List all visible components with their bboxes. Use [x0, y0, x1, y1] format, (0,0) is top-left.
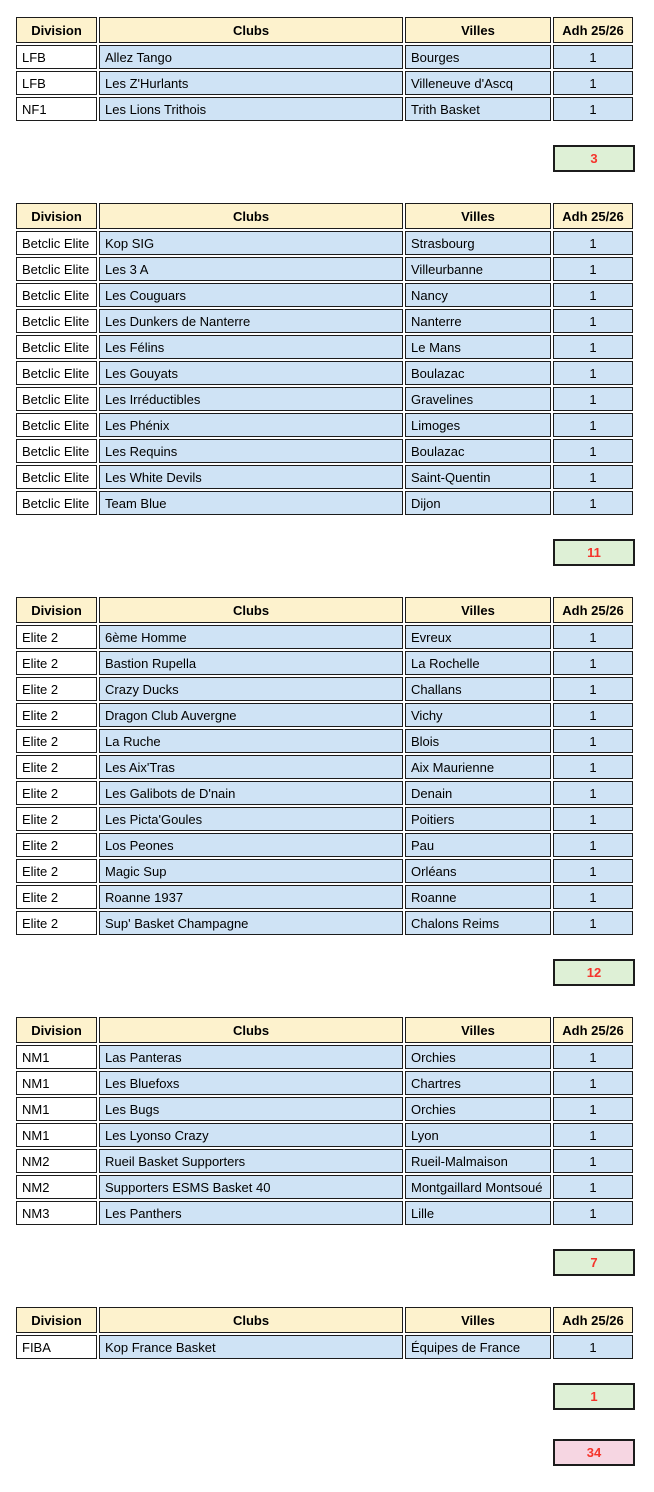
ville-cell: Poitiers	[405, 807, 551, 831]
table-row	[16, 807, 633, 831]
table-row	[16, 1175, 633, 1199]
ville-cell: Bourges	[405, 45, 551, 69]
ville-cell: Roanne	[405, 885, 551, 909]
subtotal-box	[553, 145, 635, 172]
column-header-ville-cell: Villes	[405, 597, 551, 623]
ville-cell: Villeneuve d'Ascq	[405, 71, 551, 95]
club-cell: Crazy Ducks	[99, 677, 403, 701]
subtotal-box	[553, 959, 635, 986]
club-cell: Supporters ESMS Basket 40	[99, 1175, 403, 1199]
table-row	[16, 45, 633, 69]
club-cell: Les Couguars	[99, 283, 403, 307]
adh-cell: 1	[553, 885, 633, 909]
division-cell: Elite 2	[16, 625, 97, 649]
division-cell: Betclic Elite	[16, 387, 97, 411]
column-header-division-cell: Division	[16, 203, 97, 229]
table-row	[16, 1149, 633, 1173]
adh-cell: 1	[553, 309, 633, 333]
club-cell: 6ème Homme	[99, 625, 403, 649]
division-table-lfb-nf1	[14, 15, 635, 123]
table-row	[16, 651, 633, 675]
club-cell: Team Blue	[99, 491, 403, 515]
adh-cell: 1	[553, 97, 633, 121]
ville-cell: Chalons Reims	[405, 911, 551, 935]
table-row	[16, 781, 633, 805]
column-header-ville-cell: Villes	[405, 203, 551, 229]
adh-cell: 1	[553, 45, 633, 69]
table-row	[16, 755, 633, 779]
ville-cell: Le Mans	[405, 335, 551, 359]
club-cell: Kop SIG	[99, 231, 403, 255]
adh-cell: 1	[553, 625, 633, 649]
division-cell: Betclic Elite	[16, 491, 97, 515]
ville-cell: Limoges	[405, 413, 551, 437]
column-header-division-cell: Division	[16, 1307, 97, 1333]
division-cell: NM3	[16, 1201, 97, 1225]
table-row	[16, 309, 633, 333]
division-cell: Elite 2	[16, 885, 97, 909]
division-cell: NM2	[16, 1175, 97, 1199]
column-header-adh-cell: Adh 25/26	[553, 17, 633, 43]
division-cell: Betclic Elite	[16, 231, 97, 255]
club-cell: Les Gouyats	[99, 361, 403, 385]
division-cell: Elite 2	[16, 911, 97, 935]
club-cell: Les Lions Trithois	[99, 97, 403, 121]
ville-cell: Aix Maurienne	[405, 755, 551, 779]
table-row	[16, 335, 633, 359]
column-header-ville-cell: Villes	[405, 1017, 551, 1043]
table-row	[16, 833, 633, 857]
column-header-club-cell: Clubs	[99, 1307, 403, 1333]
division-cell: Betclic Elite	[16, 413, 97, 437]
header-row	[16, 1017, 633, 1043]
ville-cell: Saint-Quentin	[405, 465, 551, 489]
ville-cell: Boulazac	[405, 361, 551, 385]
club-cell: Les Lyonso Crazy	[99, 1123, 403, 1147]
table-row	[16, 859, 633, 883]
subtotal-box	[553, 1383, 635, 1410]
ville-cell: Denain	[405, 781, 551, 805]
club-cell: Bastion Rupella	[99, 651, 403, 675]
column-header-club-cell: Clubs	[99, 17, 403, 43]
subtotal-value: 7	[590, 1255, 598, 1270]
table-row	[16, 413, 633, 437]
club-cell: Les Irréductibles	[99, 387, 403, 411]
adh-cell: 1	[553, 859, 633, 883]
club-cell: Magic Sup	[99, 859, 403, 883]
adh-cell: 1	[553, 1097, 633, 1121]
ville-cell: Blois	[405, 729, 551, 753]
column-header-adh-cell: Adh 25/26	[553, 1307, 633, 1333]
table-row	[16, 1123, 633, 1147]
club-cell: La Ruche	[99, 729, 403, 753]
adh-cell: 1	[553, 439, 633, 463]
division-cell: Elite 2	[16, 859, 97, 883]
adh-cell: 1	[553, 335, 633, 359]
club-cell: Les Panthers	[99, 1201, 403, 1225]
division-table-nm	[14, 1015, 635, 1227]
ville-cell: Boulazac	[405, 439, 551, 463]
ville-cell: Nanterre	[405, 309, 551, 333]
division-cell: Betclic Elite	[16, 309, 97, 333]
ville-cell: Villeurbanne	[405, 257, 551, 281]
column-header-club-cell: Clubs	[99, 597, 403, 623]
ville-cell: Evreux	[405, 625, 551, 649]
table-row	[16, 465, 633, 489]
adh-cell: 1	[553, 1335, 633, 1359]
table-row	[16, 729, 633, 753]
division-cell: FIBA	[16, 1335, 97, 1359]
club-cell: Les White Devils	[99, 465, 403, 489]
club-cell: Les Galibots de D'nain	[99, 781, 403, 805]
club-cell: Roanne 1937	[99, 885, 403, 909]
division-cell: Betclic Elite	[16, 283, 97, 307]
division-cell: NM1	[16, 1123, 97, 1147]
division-cell: Elite 2	[16, 781, 97, 805]
division-cell: Elite 2	[16, 807, 97, 831]
adh-cell: 1	[553, 755, 633, 779]
adh-cell: 1	[553, 491, 633, 515]
ville-cell: Strasbourg	[405, 231, 551, 255]
division-cell: NM1	[16, 1071, 97, 1095]
subtotal-value: 12	[586, 965, 602, 980]
division-cell: Betclic Elite	[16, 465, 97, 489]
table-row	[16, 257, 633, 281]
adh-cell: 1	[553, 703, 633, 727]
division-cell: Elite 2	[16, 755, 97, 779]
subtotal-box	[553, 1249, 635, 1276]
adh-cell: 1	[553, 387, 633, 411]
table-row	[16, 1201, 633, 1225]
table-row	[16, 1071, 633, 1095]
division-cell: NM2	[16, 1149, 97, 1173]
division-table-elite-2	[14, 595, 635, 937]
adh-cell: 1	[553, 651, 633, 675]
table-section-fiba	[14, 1305, 635, 1466]
adh-cell: 1	[553, 283, 633, 307]
grand-total-value: 34	[586, 1445, 602, 1460]
adh-cell: 1	[553, 807, 633, 831]
table-row	[16, 885, 633, 909]
column-header-adh-cell: Adh 25/26	[553, 597, 633, 623]
ville-cell: Orchies	[405, 1097, 551, 1121]
table-row	[16, 361, 633, 385]
ville-cell: Orléans	[405, 859, 551, 883]
table-row	[16, 1097, 633, 1121]
table-row	[16, 71, 633, 95]
division-cell: Betclic Elite	[16, 257, 97, 281]
club-cell: Les Bluefoxs	[99, 1071, 403, 1095]
adh-cell: 1	[553, 71, 633, 95]
adh-cell: 1	[553, 361, 633, 385]
adh-cell: 1	[553, 1201, 633, 1225]
adh-cell: 1	[553, 413, 633, 437]
column-header-adh-cell: Adh 25/26	[553, 203, 633, 229]
ville-cell: Rueil-Malmaison	[405, 1149, 551, 1173]
division-cell: Elite 2	[16, 651, 97, 675]
club-cell: Rueil Basket Supporters	[99, 1149, 403, 1173]
division-cell: NF1	[16, 97, 97, 121]
club-cell: Les Aix'Tras	[99, 755, 403, 779]
subtotal-box	[553, 539, 635, 566]
ville-cell: Chartres	[405, 1071, 551, 1095]
club-cell: Les Bugs	[99, 1097, 403, 1121]
table-section-nm	[14, 1015, 635, 1276]
club-cell: Los Peones	[99, 833, 403, 857]
column-header-adh-cell: Adh 25/26	[553, 1017, 633, 1043]
table-row	[16, 97, 633, 121]
table-section-betclic-elite	[14, 201, 635, 566]
division-cell: Elite 2	[16, 833, 97, 857]
club-cell: Dragon Club Auvergne	[99, 703, 403, 727]
club-cell: Kop France Basket	[99, 1335, 403, 1359]
adh-cell: 1	[553, 1149, 633, 1173]
division-cell: Elite 2	[16, 677, 97, 701]
adh-cell: 1	[553, 781, 633, 805]
adh-cell: 1	[553, 231, 633, 255]
subtotal-value: 11	[587, 545, 601, 560]
grand-total-box	[553, 1439, 635, 1466]
division-cell: NM1	[16, 1097, 97, 1121]
adh-cell: 1	[553, 257, 633, 281]
table-row	[16, 387, 633, 411]
ville-cell: Nancy	[405, 283, 551, 307]
header-row	[16, 203, 633, 229]
column-header-division-cell: Division	[16, 17, 97, 43]
subtotal-value: 1	[590, 1389, 598, 1404]
division-cell: NM1	[16, 1045, 97, 1069]
club-cell: Sup' Basket Champagne	[99, 911, 403, 935]
ville-cell: Montgaillard Montsoué	[405, 1175, 551, 1199]
column-header-club-cell: Clubs	[99, 1017, 403, 1043]
table-row	[16, 677, 633, 701]
club-cell: Les 3 A	[99, 257, 403, 281]
club-cell: Les Phénix	[99, 413, 403, 437]
table-row	[16, 283, 633, 307]
table-row	[16, 1045, 633, 1069]
ville-cell: Challans	[405, 677, 551, 701]
header-row	[16, 597, 633, 623]
table-row	[16, 911, 633, 935]
header-row	[16, 17, 633, 43]
ville-cell: Gravelines	[405, 387, 551, 411]
division-cell: Elite 2	[16, 729, 97, 753]
column-header-club-cell: Clubs	[99, 203, 403, 229]
subtotal-value: 3	[590, 151, 598, 166]
table-row	[16, 439, 633, 463]
column-header-division-cell: Division	[16, 597, 97, 623]
ville-cell: Lille	[405, 1201, 551, 1225]
division-table-betclic-elite	[14, 201, 635, 517]
ville-cell: Trith Basket	[405, 97, 551, 121]
table-row	[16, 231, 633, 255]
adh-cell: 1	[553, 1071, 633, 1095]
column-header-ville-cell: Villes	[405, 17, 551, 43]
column-header-division-cell: Division	[16, 1017, 97, 1043]
header-row	[16, 1307, 633, 1333]
table-row	[16, 703, 633, 727]
club-cell: Les Requins	[99, 439, 403, 463]
club-cell: Les Picta'Goules	[99, 807, 403, 831]
adh-cell: 1	[553, 1175, 633, 1199]
table-row	[16, 491, 633, 515]
ville-cell: Pau	[405, 833, 551, 857]
adh-cell: 1	[553, 911, 633, 935]
table-section-elite-2	[14, 595, 635, 986]
ville-cell: Vichy	[405, 703, 551, 727]
division-cell: LFB	[16, 71, 97, 95]
club-cell: Les Dunkers de Nanterre	[99, 309, 403, 333]
club-cell: Les Félins	[99, 335, 403, 359]
table-row	[16, 1335, 633, 1359]
ville-cell: Dijon	[405, 491, 551, 515]
adh-cell: 1	[553, 1123, 633, 1147]
ville-cell: La Rochelle	[405, 651, 551, 675]
ville-cell: Lyon	[405, 1123, 551, 1147]
adh-cell: 1	[553, 729, 633, 753]
table-section-lfb-nf1	[14, 15, 635, 172]
division-cell: Elite 2	[16, 703, 97, 727]
adh-cell: 1	[553, 465, 633, 489]
division-cell: LFB	[16, 45, 97, 69]
adh-cell: 1	[553, 833, 633, 857]
club-cell: Las Panteras	[99, 1045, 403, 1069]
club-cell: Les Z'Hurlants	[99, 71, 403, 95]
division-cell: Betclic Elite	[16, 439, 97, 463]
table-row	[16, 625, 633, 649]
club-cell: Allez Tango	[99, 45, 403, 69]
ville-cell: Orchies	[405, 1045, 551, 1069]
adh-cell: 1	[553, 677, 633, 701]
column-header-ville-cell: Villes	[405, 1307, 551, 1333]
division-cell: Betclic Elite	[16, 335, 97, 359]
adh-cell: 1	[553, 1045, 633, 1069]
ville-cell: Équipes de France	[405, 1335, 551, 1359]
division-table-fiba	[14, 1305, 635, 1361]
division-cell: Betclic Elite	[16, 361, 97, 385]
